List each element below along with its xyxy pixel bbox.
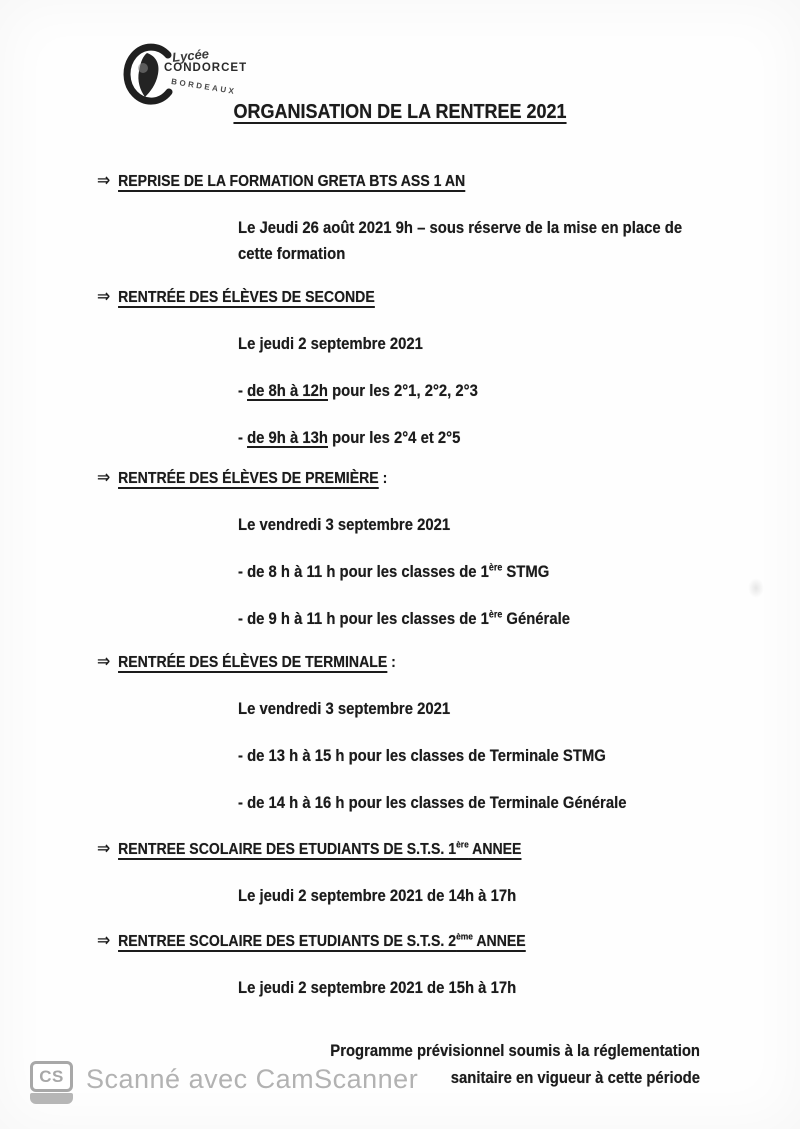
line-segment: Le jeudi 2 septembre 2021 [238,335,423,353]
section-heading [97,836,716,862]
line-segment: Le jeudi 2 septembre 2021 de 14h à 17h [238,887,517,905]
line-segment: - [238,382,248,400]
double-arrow-icon: ⇒ [97,170,111,190]
logo-text [164,46,248,97]
school-logo [120,40,290,110]
logo-bordeaux-label: BORDEAUX [170,77,237,97]
scan-artifact [748,578,764,598]
double-arrow-icon: ⇒ [97,930,111,950]
section-5 [0,928,800,1001]
section-heading-text [118,841,521,858]
camscanner-icon [30,1061,73,1104]
heading-segment: ème [456,931,473,943]
line-segment: de 9h à 13h [247,429,328,447]
camscanner-watermark [30,1061,418,1104]
schedule-line [238,512,744,538]
camscanner-icon-tab [30,1093,73,1104]
heading-segment: ANNEE [472,933,526,950]
heading-segment: RENTRÉE DES ÉLÈVES DE SECONDE [118,289,375,306]
section-heading-text [118,654,387,671]
section-3 [0,649,800,816]
line-segment: ère [488,562,503,574]
heading-segment: RENTRÉE DES ÉLÈVES DE TERMINALE [118,654,388,671]
section-heading-text [118,173,465,190]
section-2 [0,465,800,632]
heading-segment: RENTREE SCOLAIRE DES ETUDIANTS DE S.T.S. 2 [118,933,457,950]
schedule-line [238,559,744,585]
logo-lycee-label: Lycée [171,46,210,65]
line-segment: Le vendredi 3 septembre 2021 [238,516,451,534]
line-segment: - de 8 h à 11 h pour les classes de 1 [238,563,489,581]
section-heading-text [118,933,526,950]
footer-note: Programme prévisionnel soumis à la réglementation sanitaire en vigueur à cette période [330,1042,700,1087]
double-arrow-icon: ⇒ [97,651,111,671]
schedule-line [238,975,744,1001]
line-segment: Le Jeudi 26 août 2021 9h – sous réserve de la mise en place de cette formation [238,219,683,263]
line-segment: Le vendredi 3 septembre 2021 [238,700,451,718]
heading-segment: RENTRÉE DES ÉLÈVES DE PREMIÈRE [118,470,379,487]
section-1 [0,284,800,451]
line-segment: ère [488,609,503,621]
section-heading [97,928,716,954]
line-segment: pour les 2°4 et 2°5 [327,429,461,447]
section-heading [97,649,716,675]
double-arrow-icon: ⇒ [97,467,111,487]
line-segment: de 8h à 12h [247,382,328,400]
schedule-line [238,743,744,769]
camscanner-label: Scanné avec CamScanner [86,1064,419,1094]
section-4 [0,836,800,909]
line-segment: - de 13 h à 15 h pour les classes de Terminale STMG [238,747,606,765]
schedule-line [238,425,744,451]
section-heading [97,465,716,491]
line-segment: pour les 2°1, 2°2, 2°3 [327,382,478,400]
camscanner-cs-badge: CS [30,1061,73,1092]
section-heading [97,284,716,310]
section-0 [0,168,800,267]
heading-segment: ère [456,839,469,851]
line-segment: - de 14 h à 16 h pour les classes de Terminale Générale [238,794,627,812]
schedule-line [238,883,744,909]
double-arrow-icon: ⇒ [97,286,111,306]
line-segment: Générale [502,610,570,628]
heading-suffix: : [387,654,396,671]
line-segment: Le jeudi 2 septembre 2021 de 15h à 17h [238,979,517,997]
schedule-line [238,378,744,404]
schedule-line [238,331,744,357]
heading-segment: REPRISE DE LA FORMATION GRETA BTS ASS 1 AN [118,173,466,190]
schedule-line [238,696,744,722]
line-segment: STMG [502,563,550,581]
line-segment: - de 9 h à 11 h pour les classes de 1 [238,610,489,628]
schedule-line [238,606,744,632]
document-title: ORGANISATION DE LA RENTREE 2021 [233,101,567,123]
section-heading [97,168,716,194]
section-heading-text [118,289,375,306]
heading-suffix: : [378,470,388,487]
section-heading-text [118,470,379,487]
line-segment: - [238,429,248,447]
schedule-line [238,215,702,267]
heading-segment: RENTREE SCOLAIRE DES ETUDIANTS DE S.T.S. 1 [118,841,457,858]
double-arrow-icon: ⇒ [97,838,111,858]
heading-segment: ANNEE [468,841,522,858]
schedule-line [238,790,744,816]
logo-condorcet-label: CONDORCET [164,62,248,74]
